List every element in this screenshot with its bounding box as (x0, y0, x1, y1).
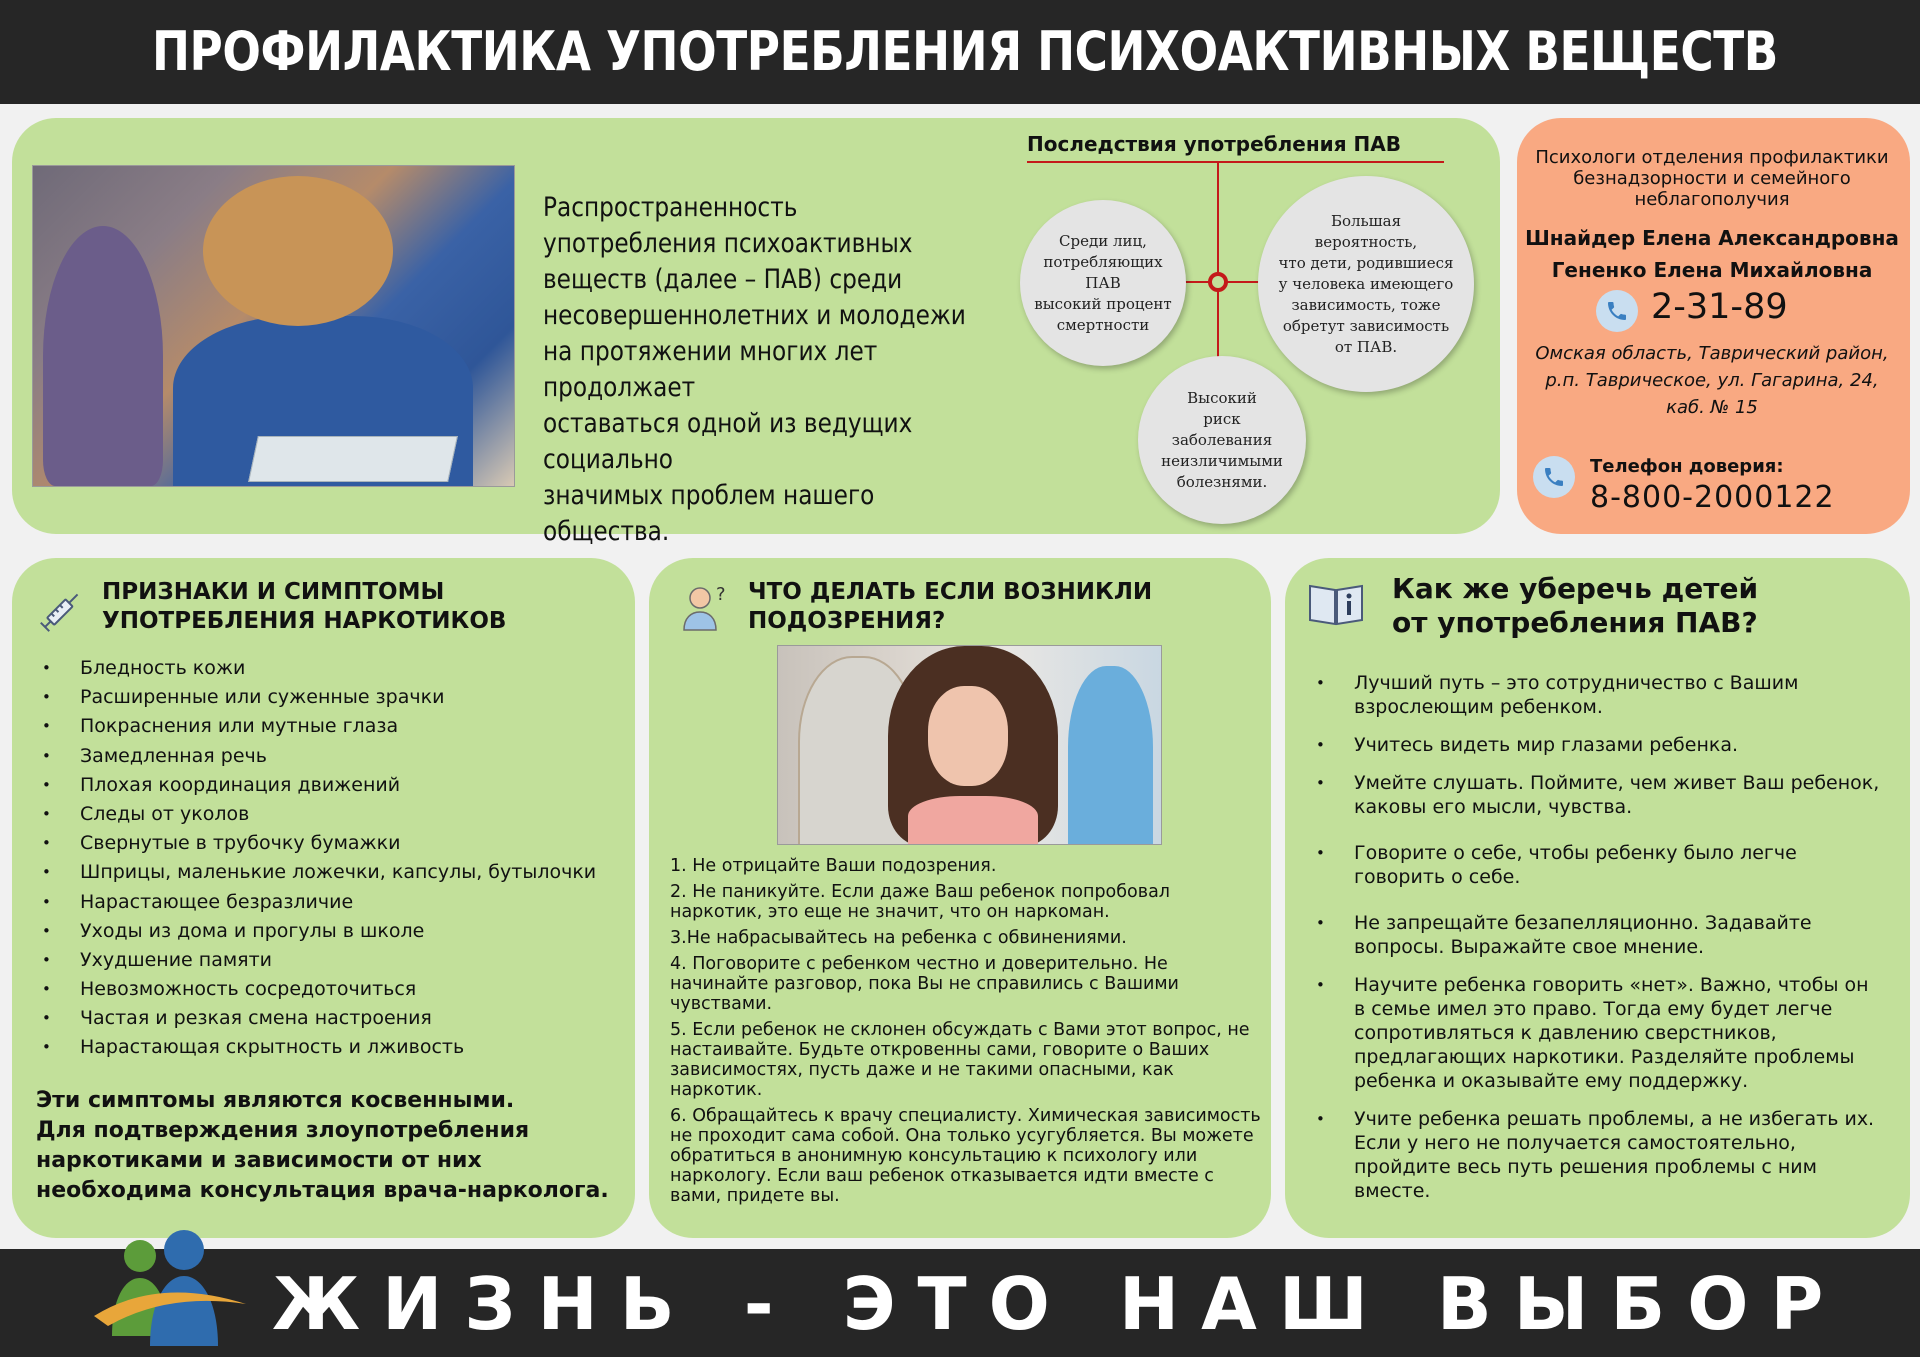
consequence-disease: Высокий риск заболевания неизличимыми болезнями. (1138, 356, 1306, 524)
psychologist-name: Шнайдер Елена Александровна (1525, 226, 1899, 250)
list-item: • Нарастающая скрытность и лживость (80, 1033, 596, 1062)
list-item: 6. Обращайтесь к врачу специалисту. Химическая зависимость не проходит сама собой. Она только усугубляется. Вы можете обратиться в анонимную консультацию к психологу или наркологу. Если ваш ребенок отказывается идти вместе с вами, придете вы. (670, 1106, 1261, 1206)
phone-number[interactable]: 2-31-89 (1651, 287, 1788, 327)
list-item: • Замедленная речь (80, 742, 596, 771)
list-item: 2. Не паникуйте. Если даже Ваш ребенок попробовал наркотик, это еще не значит, что он наркоман. (670, 882, 1170, 922)
list-item: 1. Не отрицайте Ваши подозрения. (670, 856, 997, 876)
person-question-icon (676, 578, 732, 634)
hotline-number[interactable]: 8-800-2000122 (1590, 480, 1835, 515)
family-conflict-photo (777, 645, 1162, 845)
header-bar (0, 0, 1920, 104)
list-item: • Говорите о себе, чтобы ребенку было легче говорить о себе. (1354, 841, 1884, 889)
intro-line: веществ (далее – ПАВ) среди (543, 264, 903, 295)
list-item: • Бледность кожи (80, 654, 596, 683)
list-item: • Шприцы, маленькие ложечки, капсулы, бутылочки (80, 858, 596, 887)
syringe-icon (34, 582, 90, 638)
list-item: • Умейте слушать. Поймите, чем живет Ваш ребенок, каковы его мысли, чувства. (1354, 771, 1884, 819)
list-item: 5. Если ребенок не склонен обсуждать с Вами этот вопрос, не настаивайте. Будьте откровенны сами, говорите о Ваших зависимостях, пусть даже и не такими опасными, как наркотик. (670, 1020, 1250, 1100)
list-item: • Невозможность сосредоточиться (80, 975, 596, 1004)
list-item: • Научите ребенка говорить «нет». Важно, чтобы он в семье имел это право. Тогда ему будет легче сопротивляться к давлению сверстников, предлагающих наркотики. Разделяйте проблемы ребенка и оказывайте ему поддержку. (1354, 973, 1884, 1093)
teen-drug-photo (32, 165, 515, 487)
psychologist-name: Гененко Елена Михайловна (1551, 258, 1873, 282)
list-item: • Уходы из дома и прогулы в школе (80, 917, 596, 946)
intro-line: значимых проблем нашего общества. (543, 480, 875, 547)
address: Омская область, Таврический район, р.п. Таврическое, ул. Гагарина, 24, каб. № 15 (1535, 343, 1889, 418)
page-title: ПРОФИЛАКТИКА УПОТРЕБЛЕНИЯ ПСИХОАКТИВНЫХ ВЕЩЕСТВ (152, 20, 1778, 83)
list-item: • Ухудшение памяти (80, 946, 596, 975)
actions-list (670, 856, 1262, 1206)
list-item: • Следы от уколов (80, 800, 596, 829)
symptoms-title: ПРИЗНАКИ И СИМПТОМЫ УПОТРЕБЛЕНИЯ НАРКОТИКОВ (102, 579, 507, 634)
consequences-underline (1027, 161, 1444, 163)
consequences-node-icon (1208, 272, 1228, 292)
list-item: 4. Поговорите с ребенком честно и доверительно. Не начинайте разговор, пока Вы не справились с Вашими чувствами. (670, 954, 1179, 1014)
footer-slogan: ЖИЗНЬ - ЭТО НАШ ВЫБОР (272, 1262, 1846, 1346)
consequences-title: Последствия употребления ПАВ (1027, 132, 1401, 156)
intro-text (543, 190, 973, 550)
intro-line: употребления психоактивных (543, 228, 913, 259)
list-item: • Учитесь видеть мир глазами ребенка. (1354, 733, 1884, 757)
list-item: • Лучший путь – это сотрудничество с Вашим взрослеющим ребенком. (1354, 671, 1884, 719)
phone-icon[interactable] (1533, 456, 1575, 498)
protect-title: Как же уберечь детей от употребления ПАВ? (1392, 572, 1759, 639)
list-item: • Частая и резкая смена настроения (80, 1004, 596, 1033)
list-item: • Нарастающее безразличие (80, 888, 596, 917)
intro-line: Распространенность (543, 192, 798, 223)
book-info-icon (1306, 578, 1366, 628)
intro-line: оставаться одной из ведущих социально (543, 408, 913, 475)
people-logo-icon (88, 1226, 248, 1357)
svg-text:?: ? (716, 584, 726, 605)
list-item: • Не запрещайте безапелляционно. Задавайте вопросы. Выражайте свое мнение. (1354, 911, 1884, 959)
list-item: • Расширенные или суженные зрачки (80, 683, 596, 712)
actions-title: ЧТО ДЕЛАТЬ ЕСЛИ ВОЗНИКЛИ ПОДОЗРЕНИЯ? (748, 579, 1153, 634)
list-item: • Свернутые в трубочку бумажки (80, 829, 596, 858)
consequence-mortality: Среди лиц, потребляющих ПАВ высокий процент смертности (1020, 200, 1186, 366)
list-item: 3.Не набрасывайтесь на ребенка с обвинениями. (670, 928, 1127, 948)
intro-line: на протяжении многих лет продолжает (543, 336, 878, 403)
symptoms-list (80, 654, 596, 1063)
protect-list (1354, 671, 1884, 1203)
symptoms-note: Эти симптомы являются косвенными. Для подтверждения злоупотребления наркотиками и зависимости от них необходима консультация врача-нарколога. (36, 1088, 609, 1203)
phone-icon[interactable] (1596, 290, 1638, 332)
intro-line: несовершеннолетних и молодежи (543, 300, 966, 331)
list-item: • Покраснения или мутные глаза (80, 712, 596, 741)
list-item: • Учите ребенка решать проблемы, а не избегать их. Если у него не получается самостоятельно, пройдите весь путь решения проблемы с ним вместе. (1354, 1107, 1884, 1203)
consequence-heredity: Большая вероятность, что дети, родившиеся у человека имеющего зависимость, тоже обретут зависимость от ПАВ. (1258, 176, 1474, 392)
list-item: • Плохая координация движений (80, 771, 596, 800)
hotline-label: Телефон доверия: (1590, 456, 1784, 477)
contact-title: Психологи отделения профилактики безнадзорности и семейного неблагополучия (1535, 147, 1889, 210)
